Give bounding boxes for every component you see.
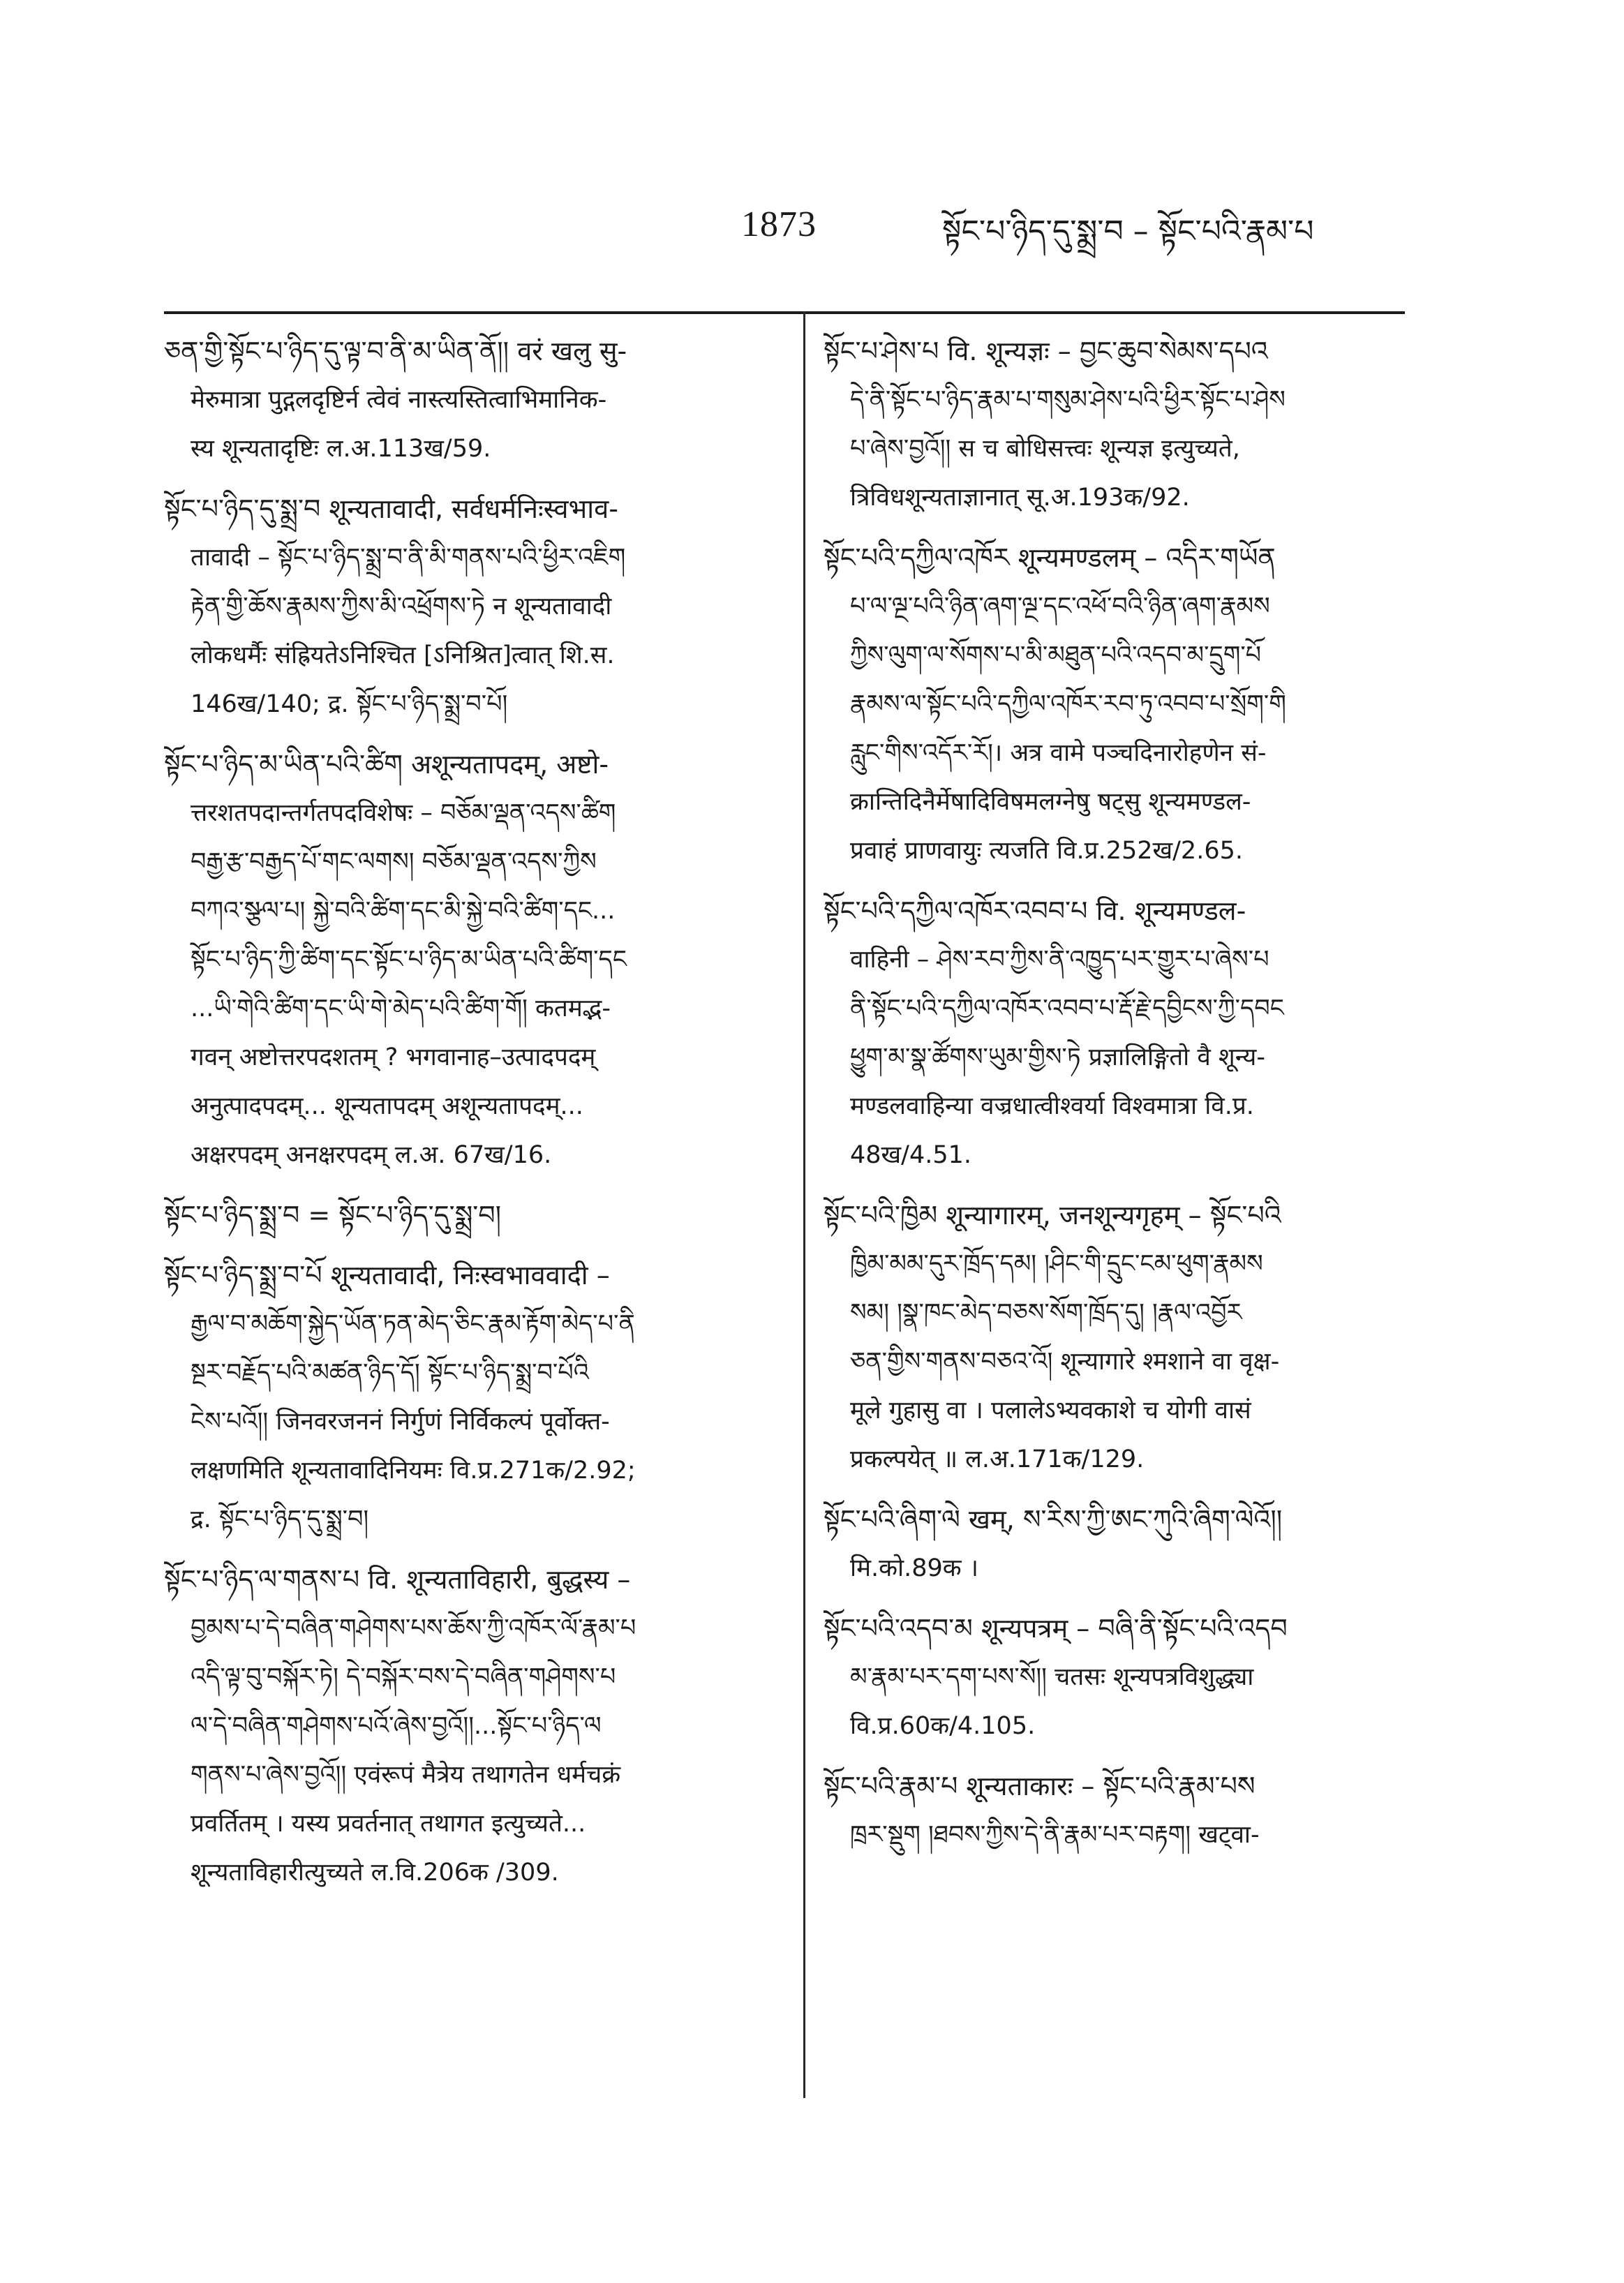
entry-headword-line: སྟོང་པ་ཉིད་མ་ཡིན་པའི་ཚིག अशून्यतापदम्, अष्टो- (164, 749, 609, 780)
entry-headword-line: སྟོང་པའི་ཁྱིམ शून्यागारम्, जनशून्यगृहम् – སྟོང་པའི (824, 1200, 1281, 1230)
dictionary-entry (824, 1191, 1407, 1484)
entry-line: लोकधर्मैः संह्रियतेऽनिश्चित [ऽनिश्रित]त्वात् शि.स. (191, 641, 615, 669)
entry-line: ...ཡི་གེའི་ཚིག་དང་ཡི་གེ་མེད་པའི་ཚིག་གོ། कतमद्भ- (191, 995, 611, 1022)
entry-line: ཕྱུག་མ་སྣ་ཚོགས་ཡུམ་གྱིས་ཏེ प्रज्ञालिङ्गितो वै शून्य- (850, 1043, 1265, 1071)
entry-line: ཁྱིམ་མམ་དུར་ཁྲོད་དམ། །ཤིང་གི་དྲུང་ངམ་ཕུག་རྣམས (850, 1250, 1263, 1278)
entry-line: པ་ཞེས་བྱའོ།། स च बोधिसत्त्वः शून्यज्ञ इत्युच्यते, (850, 435, 1240, 463)
entry-line: ནི་སྟོང་པའི་དཀྱིལ་འཁོར་འབབ་པ་རྡོ་རྗེ་དབྱིངས་ཀྱི་དབང (850, 995, 1284, 1022)
entry-line: འདི་ལྟ་བུ་བསྐོར་ཏེ། དེ་བསྐོར་བས་དེ་བཞིན་གཤེགས་པ (191, 1663, 616, 1691)
entry-line: मूले गुहासु वा । पलालेऽभ्यवकाशे च योगी वासं (850, 1397, 1251, 1425)
dictionary-entry (824, 1604, 1407, 1750)
column-divider (803, 311, 805, 2098)
entry-line: རྒྱལ་བ་མཆོག་སྐྱེད་ཡོན་ཏན་མེད་ཅིང་རྣམ་རྟོག་མེད་པ་ནི (191, 1310, 635, 1338)
left-column (164, 327, 785, 1908)
entry-line: अक्षरपदम् अनक्षरपदम् ल.अ. 67ख/16. (191, 1141, 552, 1169)
entry-headword-line: སྟོང་པ་ཤེས་པ वि. शून्यज्ञः – བྱང་ཆུབ་སེམས་དཔའ (824, 336, 1268, 366)
dictionary-entry (824, 1495, 1407, 1593)
entry-line: བྱམས་པ་དེ་བཞིན་གཤེགས་པས་ཆོས་ཀྱི་འཁོར་ལོ་རྣམ་པ (191, 1614, 636, 1642)
entry-line: प्रवाहं प्राणवायुः त्यजति वि.प्र.252ख/2.65. (850, 837, 1243, 865)
entry-line: ངེས་པའོ།། जिनवरजननं निर्गुणं निर्विकल्पं पूर्वोक्त- (191, 1408, 610, 1436)
entry-headword-line: སྟོང་པ་ཉིད་དུ་སྨྲ་བ शून्यतावादी, सर्वधर्मनिःस्वभाव- (164, 493, 618, 524)
right-column (824, 327, 1407, 1871)
entry-line: त्तरशतपदान्तर्गतपदविशेषः – བཅོམ་ལྡན་འདས་ཚིག (191, 799, 616, 827)
dictionary-entry (164, 484, 785, 729)
entry-line: मेरुमात्रा पुद्गलदृष्टिर्न त्वेवं नास्त्यस्तित्वाभिमानिक- (191, 386, 607, 414)
entry-line: ཀྱིས་ལུག་ལ་སོགས་པ་མི་མཐུན་པའི་འདབ་མ་དྲུག་པོ (850, 641, 1262, 669)
entry-line: སམ། །སྣ་ཁང་མེད་བཅས་སོག་ཁྲོད་དུ། །རྣལ་འབྱོར (850, 1299, 1242, 1327)
entry-headword-line: ཅན་གྱི་སྟོང་པ་ཉིད་དུ་ལྟ་བ་ནི་མ་ཡིན་ནོ།། वरं खलु सु- (164, 336, 627, 366)
header-rule (164, 311, 1405, 314)
entry-headword-line: སྟོང་པའི་རྣམ་པ शून्यताकारः – སྟོང་པའི་རྣམ་པས (824, 1771, 1256, 1801)
entry-line: प्रवर्तितम् । यस्य प्रवर्तनात् तथागत इत्युच्यते... (191, 1810, 586, 1838)
entry-line: मण्डलवाहिन्या वज्रधात्वीश्वर्या विश्वमात्रा वि.प्र. (850, 1092, 1254, 1120)
entry-line: त्रिविधशून्यताज्ञानात् सू.अ.193क/92. (850, 484, 1190, 512)
dictionary-entry (164, 1251, 785, 1544)
entry-line: वि.प्र.60क/4.105. (850, 1712, 1036, 1740)
entry-line: མ་རྣམ་པར་དག་པས་སོ།། चतसः शून्यपत्रविशुद्ध्या (850, 1663, 1254, 1691)
dictionary-entry (824, 886, 1407, 1180)
entry-line: स्य शून्यतादृष्टिः ल.अ.113ख/59. (191, 435, 491, 463)
entry-headword-line: སྟོང་པ་ཉིད་ལ་གནས་པ वि. शून्यताविहारी, बुद्धस्य – (164, 1564, 631, 1595)
dictionary-entry (164, 1555, 785, 1897)
page-number: 1873 (741, 204, 817, 244)
running-head: སྟོང་པ་ཉིད་དུ་སྨྲ་བ – སྟོང་པའི་རྣམ་པ (942, 214, 1314, 249)
entry-line: གནས་པ་ཞེས་བྱའོ།། एवंरूपं मैत्रेय तथागतेन धर्मचक्रं (191, 1761, 621, 1789)
entry-line: སྟོང་པ་ཉིད་ཀྱི་ཚིག་དང་སྟོང་པ་ཉིད་མ་ཡིན་པའི་ཚིག་དང (191, 946, 627, 974)
entry-headword-line: སྟོང་པ་ཉིད་སྨྲ་བ = སྟོང་པ་ཉིད་དུ་སྨྲ་བ། (164, 1200, 502, 1230)
entry-headword-line: སྟོང་པ་ཉིད་སྨྲ་བ་པོ शून्यतावादी, निःस्वभाववादी – (164, 1260, 610, 1291)
entry-headword-line: སྟོང་པའི་དཀྱིལ་འཁོར་འབབ་པ वि. शून्यमण्डल- (824, 895, 1246, 926)
entry-headword-line: སྟོང་པའི་ཞིག་ལེ खम्, ས་རིས་ཀྱི་ཨང་ཀུའི་ཞིག་ལེའོ།། (824, 1504, 1283, 1535)
entry-line: प्रकल्पयेत् ॥ ल.अ.171क/129. (850, 1445, 1145, 1473)
entry-line: ཅན་གྱིས་གནས་བཅའ་འོ། शून्यागारे श्मशाने वा वृक्ष- (850, 1348, 1280, 1376)
entry-line: तावादी – སྟོང་པ་ཉིད་སྨྲ་བ་ནི་མི་གནས་པའི་ཕྱིར་འཇིག (191, 544, 626, 572)
entry-line: ཁྲར་སྡུག །ཐབས་ཀྱིས་དེ་ནི་རྣམ་པར་བརྟག། खट्वा- (850, 1821, 1260, 1849)
entry-line: ལ་དེ་བཞིན་གཤེགས་པའོ་ཞེས་བྱའོ།།...སྟོང་པ་ཉིད་ལ (191, 1712, 602, 1740)
entry-line: སྔར་བརྗོད་པའི་མཚན་ཉིད་དོ། སྟོང་པ་ཉིད་སྨྲ་བ་པོའི (191, 1359, 589, 1387)
dictionary-entry (824, 533, 1407, 875)
entry-line: शून्यताविहारीत्युच्यते ल.वि.206क /309. (191, 1859, 559, 1887)
entry-line: དེ་ནི་སྟོང་པ་ཉིད་རྣམ་པ་གསུམ་ཤེས་པའི་ཕྱིར་སྟོང་པ་ཤེས (850, 386, 1286, 414)
entry-line: अनुत्पादपदम्... शून्यतापदम् अशून्यतापदम्... (191, 1092, 583, 1120)
entry-line: द्र. སྟོང་པ་ཉིད་དུ་སྨྲ་བ། (191, 1505, 369, 1533)
entry-line: པ་ལ་ལྔ་པའི་ཉིན་ཞག་ལྔ་དང་འཕོ་བའི་ཉིན་ཞག་རྣམས (850, 593, 1270, 620)
entry-headword-line: སྟོང་པའི་དཀྱིལ་འཁོར शून्यमण्डलम् – འདིར་གཡོན (824, 542, 1276, 573)
entry-line: 146ख/140; द्र. སྟོང་པ་ཉིད་སྨྲ་བ་པོ། (191, 690, 508, 718)
entry-headword-line: སྟོང་པའི་འདབ་མ शून्यपत्रम् – བཞི་ནི་སྟོང་པའི་འདབ (824, 1613, 1288, 1644)
entry-line: मि.को.89क । (850, 1554, 978, 1582)
entry-line: བརྒྱ་རྩ་བརྒྱད་པོ་གང་ལགས། བཅོམ་ལྡན་འདས་ཀྱིས (191, 848, 597, 876)
entry-line: རླུང་གིས་འདོར་རོ།। अत्र वामे पञ्चदिनारोहणेन सं- (850, 739, 1267, 767)
entry-line: 48ख/4.51. (850, 1141, 972, 1169)
dictionary-entry (824, 1762, 1407, 1859)
dictionary-entry (164, 740, 785, 1180)
entry-line: བཀའ་སྩལ་པ། སྐྱེ་བའི་ཚིག་དང་མི་སྐྱེ་བའི་ཚིག་དང... (191, 897, 616, 925)
entry-line: क्रान्तिदिनैर्मेषादिविषमलग्नेषु षट्सु शून्यमण्डल- (850, 788, 1251, 816)
dictionary-entry (164, 327, 785, 473)
dictionary-entry (164, 1191, 785, 1240)
entry-line: गवन् अष्टोत्तरपदशतम् ? भगवानाह–उत्पादपदम् (191, 1043, 596, 1071)
entry-line: लक्षणमिति शून्यतावादिनियमः वि.प्र.271क/2.92; (191, 1457, 636, 1485)
entry-line: རྟེན་གྱི་ཆོས་རྣམས་ཀྱིས་མི་འཕྲོགས་ཏེ न शून्यतावादी (191, 593, 612, 620)
entry-line: རྣམས་ལ་སྟོང་པའི་དཀྱིལ་འཁོར་རབ་ཏུ་འབབ་པ་སྲོག་གི (850, 690, 1286, 718)
entry-line: वाहिनी – ཤེས་རབ་ཀྱིས་ནི་འཁྱུད་པར་གྱུར་པ་ཞེས་པ (850, 946, 1269, 974)
dictionary-entry (824, 327, 1407, 522)
